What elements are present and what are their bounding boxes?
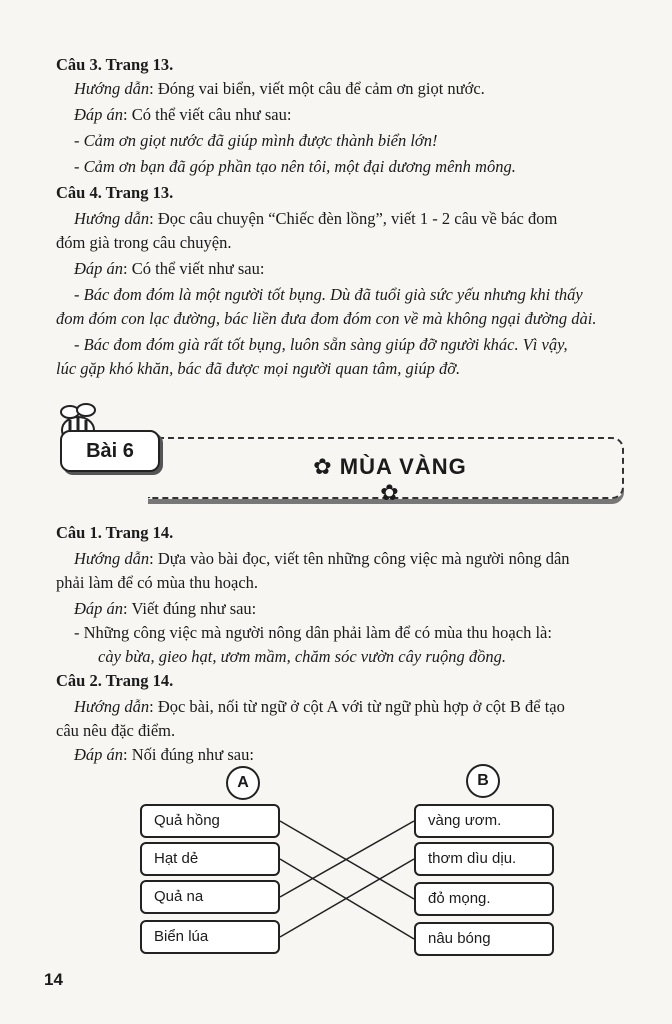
q3-answer-label: Đáp án xyxy=(74,105,124,124)
q4-answer-text: : Có thể viết như sau: xyxy=(123,259,265,278)
q2-title: Câu 2. Trang 14. xyxy=(56,671,174,690)
q4-guide-text-2: đóm già trong câu chuyện. xyxy=(56,233,232,252)
q1-guide-text-1: : Dựa vào bài đọc, viết tên những công việc mà người nông dân xyxy=(149,549,570,568)
col-a-item: Quả hồng xyxy=(140,804,280,838)
q4-title: Câu 4. Trang 13. xyxy=(56,183,174,202)
q3-answer-line-2: - Cảm ơn bạn đã góp phần tạo nên tôi, một đại dương mênh mông. xyxy=(74,157,516,176)
q1-answer-line-2: cày bừa, gieo hạt, ươm mầm, chăm sóc vườn cây ruộng đồng. xyxy=(98,647,506,666)
col-b-item: vàng ươm. xyxy=(414,804,554,838)
q3-title: Câu 3. Trang 13. xyxy=(56,55,174,74)
q3-answer-line-1: - Cảm ơn giọt nước đã giúp mình được thành biển lớn! xyxy=(74,131,438,150)
q4-guide-label: Hướng dẫn xyxy=(74,209,150,228)
q1-answer-text: : Viết đúng như sau: xyxy=(123,599,257,618)
q3-guide-text: : Đóng vai biển, viết một câu để cảm ơn giọt nước. xyxy=(149,79,485,98)
col-b-item: nâu bóng xyxy=(414,922,554,956)
q1-guide-text-2: phải làm để có mùa thu hoạch. xyxy=(56,573,259,592)
q4-answer-2-line-1: - Bác đom đóm già rất tốt bụng, luôn sẵn sàng giúp đỡ người khác. Vì vậy, xyxy=(74,335,568,354)
q2-guide-text-2: câu nêu đặc điểm. xyxy=(56,721,176,740)
column-a-label: A xyxy=(226,766,260,800)
lesson-label: Bài 6 xyxy=(60,430,160,472)
col-b-item: đỏ mọng. xyxy=(414,882,554,916)
page-number: 14 xyxy=(44,970,63,989)
q2-answer-label: Đáp án xyxy=(74,745,124,764)
column-b-label: B xyxy=(466,764,500,798)
q3-guide-label: Hướng dẫn xyxy=(74,79,150,98)
q4-answer-label: Đáp án xyxy=(74,259,124,278)
q4-answer-1-line-1: - Bác đom đóm là một người tốt bụng. Dù đã tuổi già sức yếu nhưng khi thấy xyxy=(74,285,583,304)
col-a-item: Quả na xyxy=(140,880,280,914)
q2-guide-label: Hướng dẫn xyxy=(74,697,150,716)
q4-guide-text-1: : Đọc câu chuyện “Chiếc đèn lồng”, viết 1 - 2 câu về bác đom xyxy=(149,209,558,228)
lesson-title: ✿ MÙA VÀNG ✿ xyxy=(313,454,467,505)
col-a-item: Biển lúa xyxy=(140,920,280,954)
q1-answer-label: Đáp án xyxy=(74,599,124,618)
q4-answer-2-line-2: lúc gặp khó khăn, bác đã được mọi người quan tâm, giúp đỡ. xyxy=(56,359,461,378)
q1-title: Câu 1. Trang 14. xyxy=(56,523,174,542)
col-a-item: Hạt dẻ xyxy=(140,842,280,876)
q2-guide-text-1: : Đọc bài, nối từ ngữ ở cột A với từ ngữ phù hợp ở cột B để tạo xyxy=(149,697,565,716)
col-b-item: thơm dìu dịu. xyxy=(414,842,554,876)
q4-answer-1-line-2: đom đóm con lạc đường, bác liền đưa đom đóm con về mà không ngại đường dài. xyxy=(56,309,597,328)
q1-answer-line-1: - Những công việc mà người nông dân phải làm để có mùa thu hoạch là: xyxy=(74,623,552,642)
q3-answer-text: : Có thể viết câu như sau: xyxy=(123,105,292,124)
q2-answer-text: : Nối đúng như sau: xyxy=(123,745,254,764)
q1-guide-label: Hướng dẫn xyxy=(74,549,150,568)
